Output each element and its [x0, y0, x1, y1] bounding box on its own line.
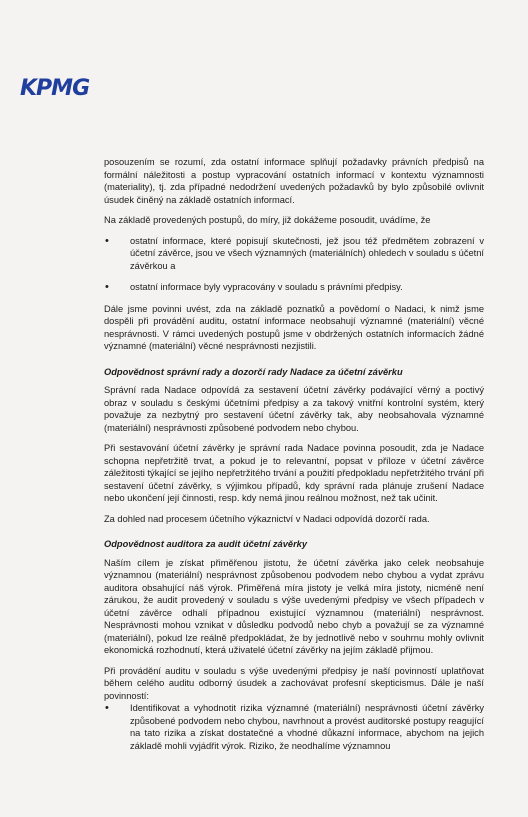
board-paragraph-2: Při sestavování účetní závěrky je správní rada Nadace povinna posoudit, zda je Nadace schopna nepřetržitě trvat, a pokud je to relevantní, popsat v příloze v účetní závěrce záležitosti týkající se jejího nepřetržitého trvání a použití předpokladu nepřetržitého trvání při sestavení účetní závěrky, s výjimkou případů, kdy správní rada plánuje zrušení Nadace nebo ukončení její činnosti, resp. kdy nemá jinou reálnou možnost, než tak učinit.: [104, 443, 484, 503]
list-item: [104, 281, 484, 294]
kpmg-logo: KPMG: [20, 76, 90, 101]
auditor-paragraph-1: Naším cílem je získat přiměřenou jistotu, že účetní závěrka jako celek neobsahuje významnou (materiální) nesprávnost způsobenou podvodem nebo chybou a vydat zprávu auditora obsahující náš výrok. Přiměřená míra jistoty je velká míra jistoty, nicméně není zárukou, že audit provedený v souladu s výše uvedenými předpisy ve všech případech v účetní závěrce odhalí případnou existující významnou (materiální) nesprávnost. Nesprávnosti mohou vznikat v důsledku podvodů nebo chyb a považují se za významné (materiální), pokud lze reálně předpokládat, že by jednotlivě nebo v souhrnu mohly ovlivnit ekonomická rozhodnutí, která uživatelé účetní závěrky na jejím základě přijmou.: [104, 557, 484, 655]
basis-paragraph: Na základě provedených postupů, do míry, již dokážeme posoudit, uvádíme, že: [104, 215, 431, 225]
list-item-text: ostatní informace, které popisují skutečnosti, jež jsou též předmětem zobrazení v účetní závěrce, jsou ve všech významných (materiálních) ohledech v souladu s účetní závěrkou a: [130, 235, 484, 271]
list-item-text: Identifikovat a vyhodnotit rizika významné (materiální) nesprávnosti účetní závěrky způsobené podvodem nebo chybou, navrhnout a provést auditorské postupy reagující na tato rizika a získat dostatečné a vhodné důkazní informace, abychom na jejich základě mohli vyjádřit výrok. Riziko, že neodhalíme významnou: [130, 703, 484, 751]
section-heading-auditor: Odpovědnost auditora za audit účetní závěrky: [104, 539, 308, 549]
intro-paragraph: posouzením se rozumí, zda ostatní informace splňují požadavky právních předpisů na formální náležitosti a postup vypracování ostatních informací v kontextu významnosti (materiality), tj. zda případné nedodržení uvedených požadavků by bylo způsobilé ovlivnit úsudek činěný na základě ostatních informací.: [104, 157, 484, 205]
report-body: [104, 156, 484, 760]
board-paragraph-3: Za dohled nad procesem účetního výkaznictví v Nadaci odpovídá dozorčí rada.: [104, 513, 430, 524]
bullet-icon: •: [105, 702, 109, 714]
bullet-icon: •: [105, 281, 109, 293]
duty-paragraph: Dále jsme povinni uvést, zda na základě poznatků a povědomí o Nadaci, k nimž jsme dospěli při provádění auditu, ostatní informace neobsahují významné (materiální) věcné nesprávnosti. V rámci uvedených postupů jsme v obdržených ostatních informacích žádné významné (materiální) věcné nesprávnosti nezjistili.: [104, 303, 484, 351]
section-heading-board: Odpovědnost správní rady a dozorčí rady Nadace za účetní závěrku: [104, 366, 403, 377]
auditor-paragraph-2: Při provádění auditu v souladu s výše uvedenými předpisy je naší povinností uplatňovat během celého auditu odborný úsudek a zachovávat profesní skepticismus. Dále je naší povinností:: [104, 665, 484, 701]
list-item: [104, 235, 484, 273]
findings-list: [104, 235, 484, 294]
auditor-duties-list: [104, 702, 484, 752]
bullet-icon: •: [105, 234, 109, 247]
list-item: [104, 702, 484, 752]
list-item-text: ostatní informace byly vypracovány v souladu s právními předpisy.: [130, 282, 403, 292]
board-paragraph-1: Správní rada Nadace odpovídá za sestavení účetní závěrky podávající věrný a poctivý obraz v souladu s českými účetními předpisy a za takový vnitřní kontrolní systém, který považuje za nezbytný pro sestavení účetní závěrky tak, aby neobsahovala významné (materiální) nesprávnosti způsobené podvodem nebo chybou.: [104, 385, 484, 433]
